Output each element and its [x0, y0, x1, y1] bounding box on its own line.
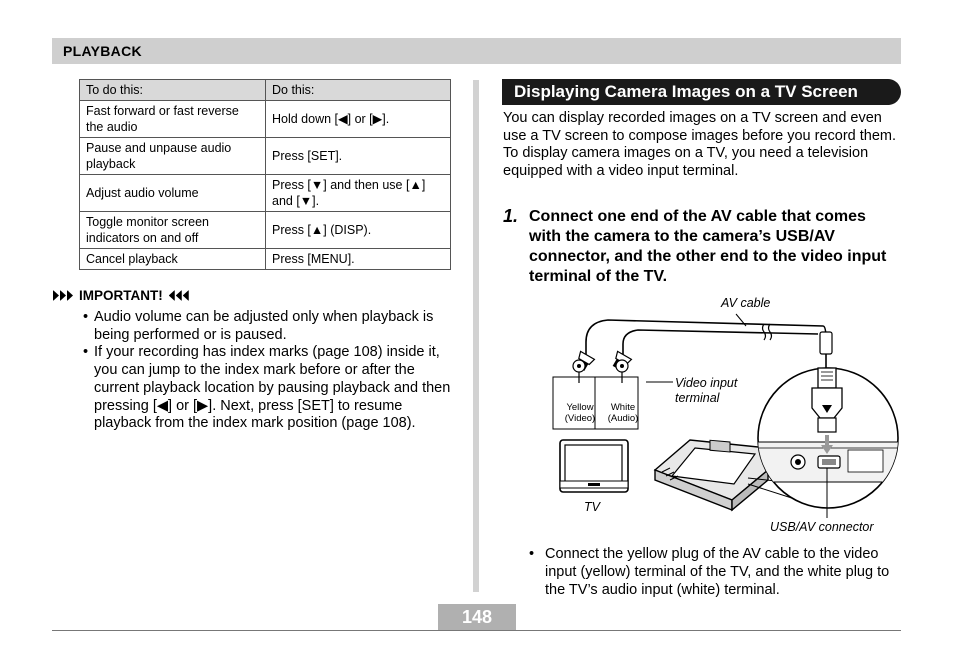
yellow-jack-label	[560, 402, 600, 424]
video-input-label	[675, 376, 737, 406]
table-row	[80, 101, 451, 138]
usb-av-connector-label: USB/AV connector	[770, 520, 874, 534]
section-title-bar	[502, 79, 901, 105]
important-right-icon	[169, 290, 189, 301]
table-cell: Pause and unpause audio playback	[80, 138, 266, 175]
important-left-icon	[53, 290, 73, 301]
connection-note-list	[525, 545, 901, 599]
white-line1: White	[610, 402, 636, 413]
section-header-title: PLAYBACK	[63, 43, 142, 59]
column-divider	[473, 80, 479, 592]
table-cell: Press [MENU].	[266, 249, 451, 270]
diagram-illustration	[548, 290, 900, 540]
important-label: IMPORTANT!	[79, 288, 163, 303]
table-cell: Fast forward or fast reverse the audio	[80, 101, 266, 138]
table-cell: Cancel playback	[80, 249, 266, 270]
table-cell: Press [▼] and then use [▲] and [▼].	[266, 175, 451, 212]
table-row	[80, 175, 451, 212]
list-item: • Connect the yellow plug of the AV cable to the video input (yellow) terminal of the TV, and the white plug to the TV’s audio input (white) terminal.	[525, 545, 901, 599]
table-header-row	[80, 80, 451, 101]
playback-operations-table	[79, 79, 451, 270]
white-jack-label	[602, 402, 644, 424]
section-header-bar	[52, 38, 901, 64]
list-item: • Audio volume can be adjusted only when playback is being performed or is paused.	[76, 309, 454, 344]
table-header-cell: To do this:	[80, 80, 266, 101]
page-number-box	[438, 604, 516, 630]
table-cell: Adjust audio volume	[80, 175, 266, 212]
important-heading	[53, 288, 189, 303]
footer-rule	[52, 630, 901, 631]
av-connection-diagram	[548, 290, 900, 540]
video-input-line1: Video input	[675, 376, 738, 390]
list-item: • If your recording has index marks (page 108) inside it, you can jump to the index mark before or after the current playback location by pausing playback and then pressing [◀] or [▶]. Next, press [SET] to resume playback from the index mark position (page 108).	[76, 344, 454, 433]
table-cell: Press [▲] (DISP).	[266, 212, 451, 249]
intro-paragraph: You can display recorded images on a TV screen and even use a TV screen to compose images before you record them. To display camera images on a TV, you need a television equipped with a video input terminal.	[503, 110, 897, 179]
table-header-cell: Do this:	[266, 80, 451, 101]
yellow-line2: (Video)	[564, 413, 596, 424]
step-number: 1.	[503, 206, 519, 226]
table-row	[80, 249, 451, 270]
step-text: Connect one end of the AV cable that comes with the camera to the camera’s USB/AV connector, and the other end to the video input terminal of the TV.	[529, 208, 887, 285]
white-line2: (Audio)	[607, 413, 639, 424]
table-cell: Hold down [◀] or [▶].	[266, 101, 451, 138]
tv-label: TV	[584, 500, 600, 514]
table-row	[80, 212, 451, 249]
video-input-line2: terminal	[675, 391, 720, 405]
page-number: 148	[461, 607, 493, 627]
table-row	[80, 138, 451, 175]
table-cell: Toggle monitor screen indicators on and off	[80, 212, 266, 249]
yellow-line1: Yellow	[566, 402, 594, 413]
important-list	[76, 309, 454, 433]
table-cell: Press [SET].	[266, 138, 451, 175]
av-cable-label: AV cable	[721, 296, 771, 310]
section-title: Displaying Camera Images on a TV Screen	[514, 82, 858, 101]
